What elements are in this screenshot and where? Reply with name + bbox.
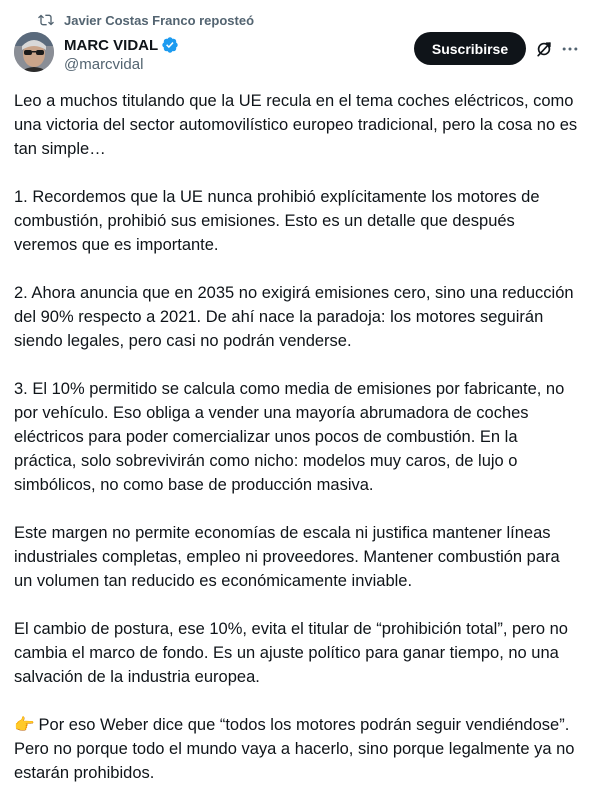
tweet-paragraph: Leo a muchos titulando que la UE recula en el tema coches eléctricos, como una victoria del sector automovilístico europeo tradicional, pero la cosa no es tan simple… [14,92,578,158]
author-handle[interactable]: @marcvidal [64,56,144,73]
author-name[interactable]: MARC VIDAL [64,36,159,54]
tweet-paragraph: 3. El 10% permitido se calcula como media de emisiones por fabricante, no por vehículo. Eso obliga a vender una mayoría abrumadora de coches eléctricos para poder comercializar unos pocos de combustión. En la práctica, solo sobrevivirán como nicho: modelos muy caros, de lujo o simbólicos, no como base de producción masiva. [14,380,565,494]
avatar-image [14,32,54,72]
repost-text: Javier Costas Franco reposteó [64,12,255,28]
tweet-paragraph: 2. Ahora anuncia que en 2035 no exigirá emisiones cero, sino una reducción del 90% respecto a 2021. De ahí nace la paradoja: los motores seguirán siendo legales, pero casi no podrán venderse. [14,284,574,350]
repost-indicator[interactable] [38,11,254,29]
tweet-paragraph: 1. Recordemos que la UE nunca prohibió explícitamente los motores de combustión, prohibió sus emisiones. Esto es un detalle que después veremos que es importante. [14,188,540,254]
avatar[interactable] [14,32,54,72]
tweet-paragraph-last [14,713,582,785]
author-info[interactable] [64,35,179,76]
repost-icon [38,12,54,28]
pointing-right-emoji-icon: 👉 [14,716,35,734]
tweet-paragraph-text: Por eso Weber dice que “todos los motores podrán seguir vendiéndose”. Pero no porque todo el mundo vaya a hacerlo, sino porque legalmente ya no estarán prohibidos. [14,716,575,782]
subscribe-button[interactable]: Suscribirse [414,32,526,65]
verified-badge-icon [161,36,179,54]
more-icon[interactable] [560,39,580,59]
tweet-paragraph: El cambio de postura, ese 10%, evita el titular de “prohibición total”, pero no cambia el marco de fondo. Es un ajuste político para ganar tiempo, no una salvación de la industria europea. [14,620,568,686]
tweet-paragraph: Este margen no permite economías de escala ni justifica mantener líneas industriales completas, empleo ni proveedores. Mantener combustión para un volumen tan reducido es económicamente inviable. [14,524,560,590]
tweet-text [14,89,582,809]
grok-icon[interactable] [534,39,554,59]
